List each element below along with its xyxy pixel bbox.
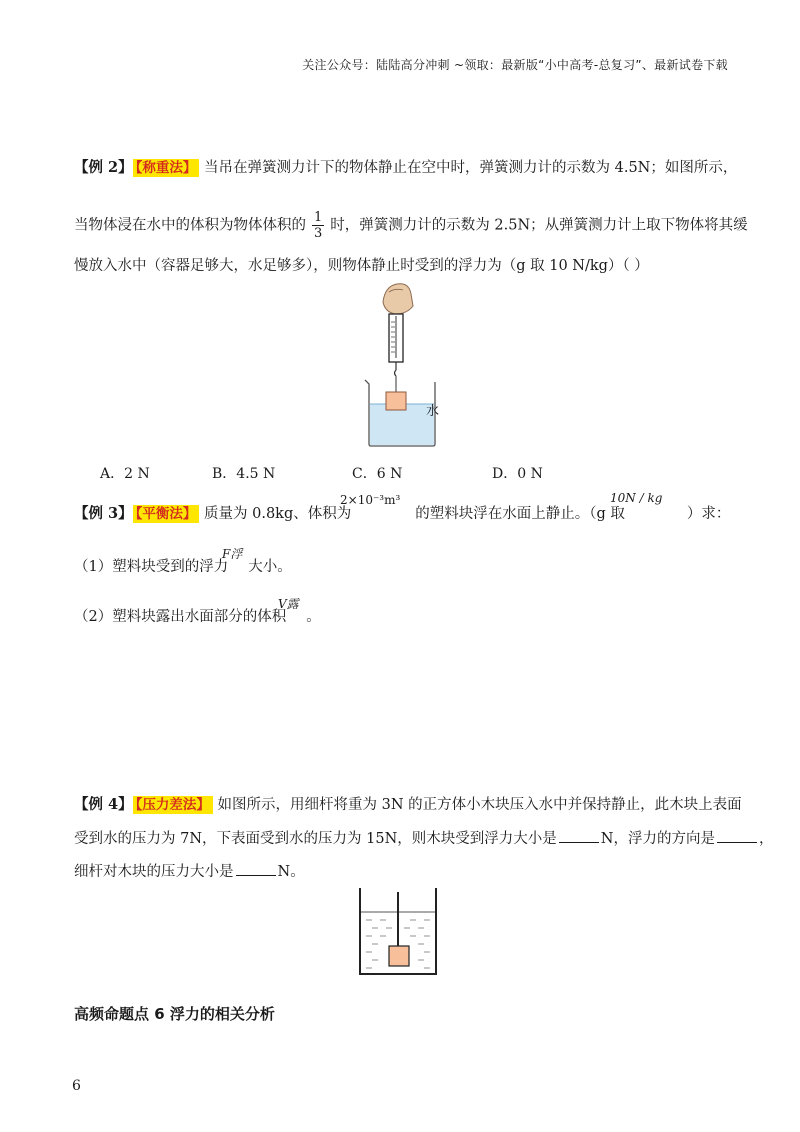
fraction-denominator: 3 [314,226,323,241]
option-a[interactable]: A．2 N [100,466,150,482]
question-2-text-a: （2）塑料块露出水面部分的体积 [74,609,287,625]
example-3-text-c: ）求： [686,506,731,522]
example-3-text-a: 质量为 0.8kg、体积为 [204,506,352,522]
example-3-text-b: 的塑料块浮在水面上静止。（g 取 [415,506,625,522]
example-3-line-1 [74,504,730,524]
example-4-text-2c: ， [758,831,774,847]
buoyant-force-symbol: F浮 [222,547,243,561]
example-4-text-1: 如图所示，用细杆将重为 3N 的正方体小木块压入水中并保持静止，此木块上表面 [217,797,742,813]
example-2-label: 【例 2】 [74,159,133,176]
example-3-method-tag: 【平衡法】 [133,505,200,523]
example-2-text-2a: 当物体浸在水中的体积为物体体积的 [74,217,306,234]
exposed-volume-symbol: V露 [278,597,299,611]
g-expression: 10N / kg [610,491,663,505]
question-1-text-a: （1）塑料块受到的浮力 [74,559,229,575]
page-header: 关注公众号：陆陆高分冲刺 ~领取：最新版“小中高考-总复习”、最新试卷下载 [302,58,728,72]
section-title: 高频命题点 6 浮力的相关分析 [74,1005,275,1023]
wood-block-icon [389,946,409,966]
example-2-text-2b: 时，弹簧测力计的示数为 2.5N；从弹簧测力计上取下物体将其缓 [330,217,748,234]
example-4-text-3b: N。 [277,864,305,880]
block-icon [386,392,406,410]
example-4-line-1 [74,795,742,815]
question-1-text-b: 大小。 [248,559,292,575]
hand-icon [383,284,413,314]
spring-scale-beaker-figure [355,280,465,450]
example-4-line-3 [74,861,305,882]
example-2-line-1 [74,158,737,178]
page-number: 6 [72,1078,81,1094]
container-rod-block-figure [358,888,440,978]
volume-expression: 2×10⁻³m³ [340,493,401,507]
example-4-text-2b: N，浮力的方向是 [600,831,715,847]
answer-blank-buoyancy[interactable] [559,828,599,843]
fraction-numerator: 1 [314,210,323,225]
option-b[interactable]: B．4.5 N [212,466,276,482]
example-2-line-2 [74,210,748,241]
fraction-one-third [312,210,324,241]
example-4-method-tag: 【压力差法】 [133,796,213,814]
example-4-text-3a: 细杆对木块的压力大小是 [74,864,234,880]
example-4-line-2 [74,828,773,849]
example-3-question-1 [74,557,292,577]
answer-blank-direction[interactable] [717,828,757,843]
example-4-text-2a: 受到水的压力为 7N，下表面受到水的压力为 15N，则木块受到浮力大小是 [74,831,557,847]
example-2-line-3: 慢放入水中（容器足够大，水足够多），则物体静止时受到的浮力为（g 取 10 N/kg）（ ） [74,258,649,274]
answer-blank-rod-force[interactable] [236,861,276,876]
example-4-label: 【例 4】 [74,796,133,813]
water-label: 水 [426,404,440,419]
option-d[interactable]: D．0 N [492,466,543,482]
example-3-label: 【例 3】 [74,505,133,522]
option-c[interactable]: C．6 N [352,466,403,482]
example-2-text-1: 当吊在弹簧测力计下的物体静止在空中时，弹簧测力计的示数为 4.5N；如图所示， [204,160,738,176]
question-2-text-b: 。 [306,609,321,625]
example-2-method-tag: 【称重法】 [133,159,200,177]
